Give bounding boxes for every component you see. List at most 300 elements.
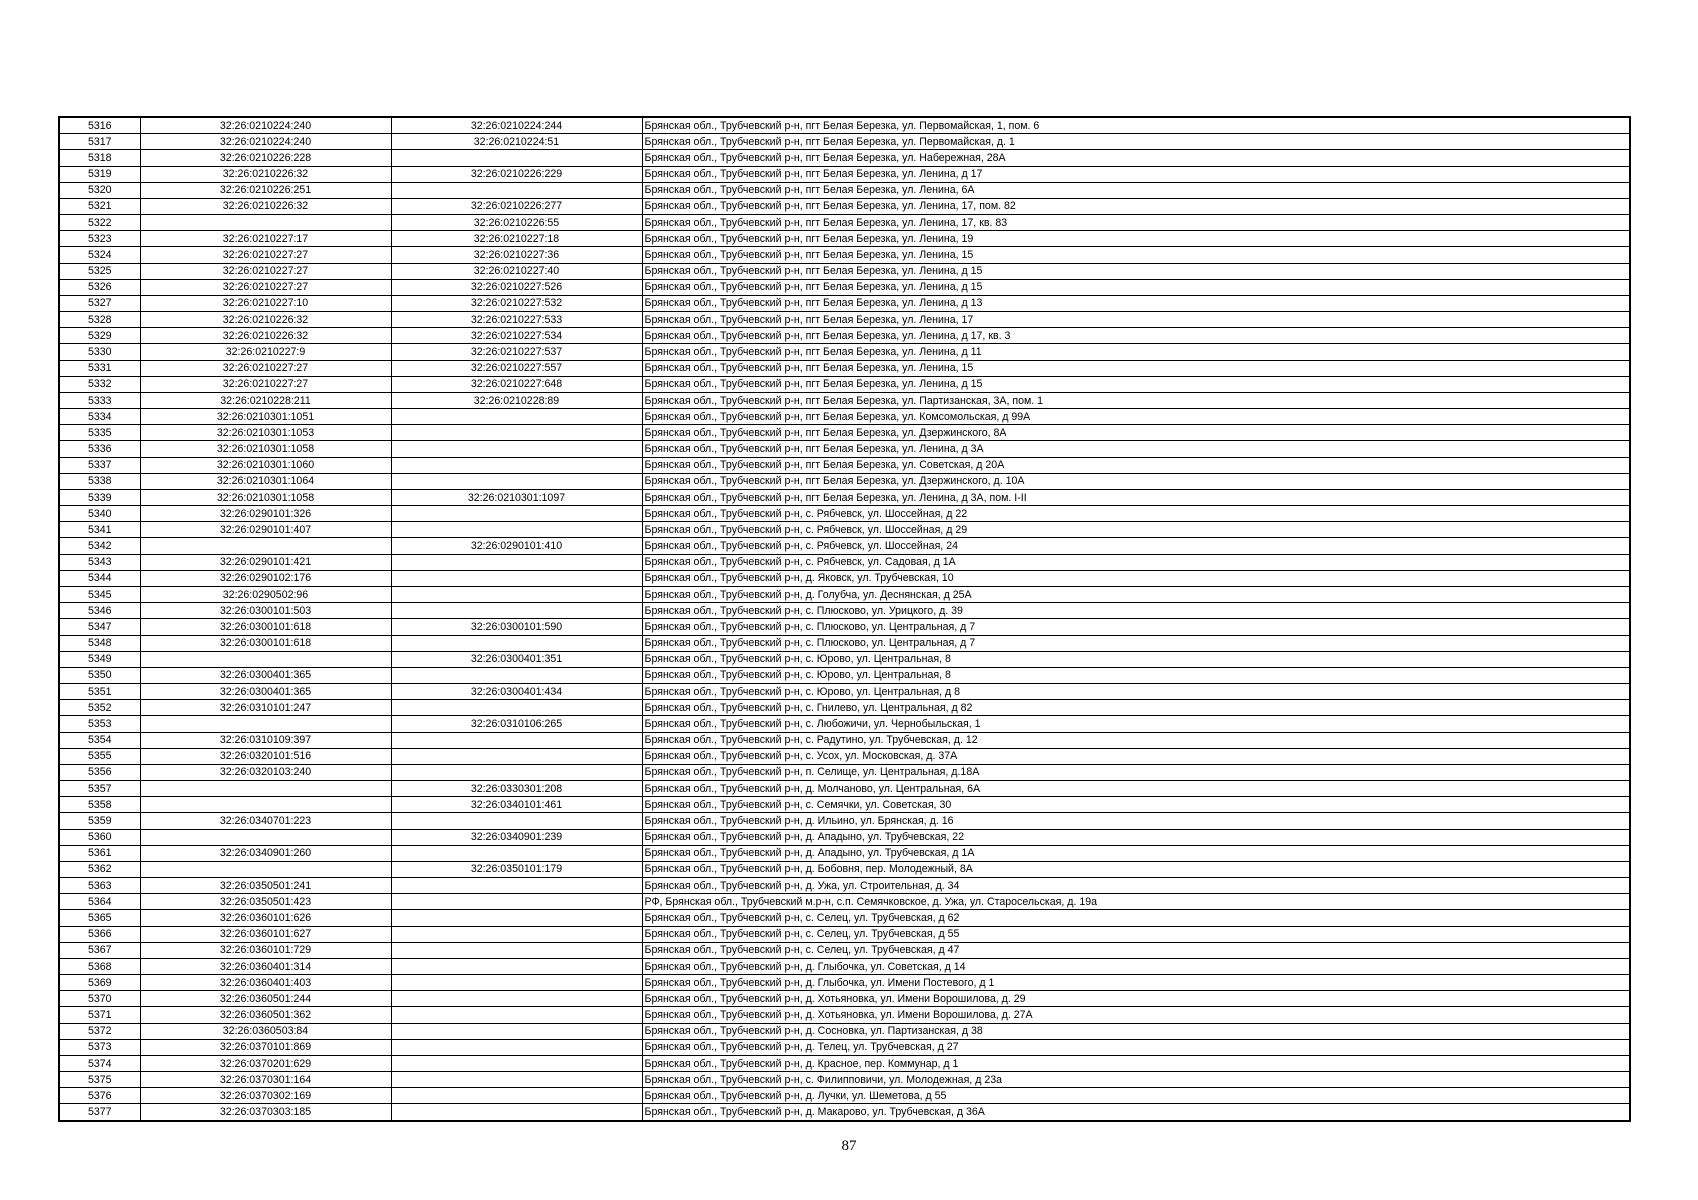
table-row (59, 878, 1630, 894)
row-number-cell: 5320 (59, 182, 140, 198)
related-cadastral-number-cell (391, 700, 642, 716)
address-cell: Брянская обл., Трубчевский р-н, д. Сосновка, ул. Партизанская, д 38 (642, 1023, 1630, 1039)
address-cell: Брянская обл., Трубчевский р-н, с. Гнилево, ул. Центральная, д 82 (642, 700, 1630, 716)
table-row (59, 1072, 1630, 1088)
related-cadastral-number-cell (391, 1088, 642, 1104)
cadastral-number-cell: 32:26:0350501:423 (140, 894, 391, 910)
cadastral-number-cell: 32:26:0210228:211 (140, 392, 391, 408)
row-number-cell: 5355 (59, 748, 140, 764)
address-cell: Брянская обл., Трубчевский р-н, пгт Белая Березка, ул. Ленина, д 15 (642, 279, 1630, 295)
address-cell: Брянская обл., Трубчевский р-н, д. Телец, ул. Трубчевская, д 27 (642, 1039, 1630, 1055)
related-cadastral-number-cell (391, 635, 642, 651)
cadastral-number-cell: 32:26:0300101:618 (140, 635, 391, 651)
table-row (59, 716, 1630, 732)
table-row (59, 958, 1630, 974)
related-cadastral-number-cell (391, 441, 642, 457)
related-cadastral-number-cell: 32:26:0310106:265 (391, 716, 642, 732)
related-cadastral-number-cell: 32:26:0330301:208 (391, 781, 642, 797)
row-number-cell: 5376 (59, 1088, 140, 1104)
address-cell: Брянская обл., Трубчевский р-н, д. Ужа, ул. Строительная, д. 34 (642, 878, 1630, 894)
row-number-cell: 5350 (59, 667, 140, 683)
row-number-cell: 5364 (59, 894, 140, 910)
address-cell: Брянская обл., Трубчевский р-н, пгт Белая Березка, ул. Партизанская, 3А, пом. 1 (642, 392, 1630, 408)
cadastral-number-cell: 32:26:0300401:365 (140, 667, 391, 683)
table-row (59, 684, 1630, 700)
cadastral-number-cell: 32:26:0350501:241 (140, 878, 391, 894)
table-row (59, 781, 1630, 797)
related-cadastral-number-cell: 32:26:0210227:526 (391, 279, 642, 295)
registry-table-body (59, 117, 1630, 1121)
related-cadastral-number-cell: 32:26:0210227:648 (391, 376, 642, 392)
related-cadastral-number-cell (391, 1023, 642, 1039)
related-cadastral-number-cell: 32:26:0210226:277 (391, 198, 642, 214)
related-cadastral-number-cell: 32:26:0210227:532 (391, 295, 642, 311)
address-cell: Брянская обл., Трубчевский р-н, д. Глыбочка, ул. Советская, д 14 (642, 958, 1630, 974)
cadastral-number-cell: 32:26:0320101:516 (140, 748, 391, 764)
address-cell: Брянская обл., Трубчевский р-н, пгт Белая Березка, ул. Ленина, 19 (642, 231, 1630, 247)
related-cadastral-number-cell (391, 1039, 642, 1055)
related-cadastral-number-cell: 32:26:0340101:461 (391, 797, 642, 813)
cadastral-number-cell: 32:26:0210301:1058 (140, 489, 391, 505)
cadastral-number-cell: 32:26:0360401:403 (140, 975, 391, 991)
row-number-cell: 5372 (59, 1023, 140, 1039)
address-cell: Брянская обл., Трубчевский р-н, пгт Белая Березка, ул. Набережная, 28А (642, 150, 1630, 166)
address-cell: Брянская обл., Трубчевский р-н, д. Глыбочка, ул. Имени Постевого, д 1 (642, 975, 1630, 991)
related-cadastral-number-cell (391, 506, 642, 522)
table-row (59, 603, 1630, 619)
address-cell: Брянская обл., Трубчевский р-н, д. Ападыно, ул. Трубчевская, д 1А (642, 845, 1630, 861)
related-cadastral-number-cell: 32:26:0210227:537 (391, 344, 642, 360)
table-row (59, 700, 1630, 716)
address-cell: Брянская обл., Трубчевский р-н, д. Молчаново, ул. Центральная, 6А (642, 781, 1630, 797)
address-cell: Брянская обл., Трубчевский р-н, пгт Белая Березка, ул. Ленина, 17, кв. 83 (642, 215, 1630, 231)
address-cell: Брянская обл., Трубчевский р-н, с. Плюсково, ул. Центральная, д 7 (642, 635, 1630, 651)
address-cell: Брянская обл., Трубчевский р-н, д. Хотьяновка, ул. Имени Ворошилова, д. 27А (642, 1007, 1630, 1023)
related-cadastral-number-cell (391, 878, 642, 894)
cadastral-number-cell: 32:26:0210301:1064 (140, 473, 391, 489)
cadastral-number-cell: 32:26:0210226:228 (140, 150, 391, 166)
row-number-cell: 5356 (59, 764, 140, 780)
table-row (59, 1007, 1630, 1023)
table-row (59, 328, 1630, 344)
address-cell: Брянская обл., Трубчевский р-н, пгт Белая Березка, ул. Ленина, д 11 (642, 344, 1630, 360)
table-row (59, 134, 1630, 150)
cadastral-number-cell: 32:26:0360101:729 (140, 942, 391, 958)
row-number-cell: 5366 (59, 926, 140, 942)
row-number-cell: 5362 (59, 861, 140, 877)
related-cadastral-number-cell (391, 570, 642, 586)
address-cell: Брянская обл., Трубчевский р-н, с. Филипповичи, ул. Молодежная, д 23а (642, 1072, 1630, 1088)
row-number-cell: 5330 (59, 344, 140, 360)
cadastral-number-cell: 32:26:0370301:164 (140, 1072, 391, 1088)
cadastral-number-cell: 32:26:0210227:27 (140, 279, 391, 295)
address-cell: Брянская обл., Трубчевский р-н, с. Плюсково, ул. Центральная, д 7 (642, 619, 1630, 635)
row-number-cell: 5354 (59, 732, 140, 748)
cadastral-number-cell: 32:26:0210301:1060 (140, 457, 391, 473)
cadastral-number-cell: 32:26:0370302:169 (140, 1088, 391, 1104)
row-number-cell: 5333 (59, 392, 140, 408)
table-row (59, 635, 1630, 651)
related-cadastral-number-cell (391, 845, 642, 861)
address-cell: Брянская обл., Трубчевский р-н, пгт Белая Березка, ул. Ленина, 6А (642, 182, 1630, 198)
address-cell: Брянская обл., Трубчевский р-н, д. Ападыно, ул. Трубчевская, 22 (642, 829, 1630, 845)
row-number-cell: 5341 (59, 522, 140, 538)
table-row (59, 667, 1630, 683)
related-cadastral-number-cell (391, 586, 642, 602)
cadastral-number-cell: 32:26:0370101:869 (140, 1039, 391, 1055)
table-row (59, 247, 1630, 263)
table-row (59, 748, 1630, 764)
related-cadastral-number-cell (391, 182, 642, 198)
cadastral-number-cell: 32:26:0340701:223 (140, 813, 391, 829)
table-row (59, 651, 1630, 667)
row-number-cell: 5342 (59, 538, 140, 554)
related-cadastral-number-cell: 32:26:0300101:590 (391, 619, 642, 635)
related-cadastral-number-cell: 32:26:0210301:1097 (391, 489, 642, 505)
related-cadastral-number-cell (391, 732, 642, 748)
table-row (59, 376, 1630, 392)
row-number-cell: 5331 (59, 360, 140, 376)
related-cadastral-number-cell (391, 764, 642, 780)
address-cell: Брянская обл., Трубчевский р-н, с. Рябчевск, ул. Шоссейная, д 29 (642, 522, 1630, 538)
address-cell: Брянская обл., Трубчевский р-н, с. Рябчевск, ул. Садовая, д 1А (642, 554, 1630, 570)
cadastral-number-cell: 32:26:0300101:503 (140, 603, 391, 619)
related-cadastral-number-cell: 32:26:0290101:410 (391, 538, 642, 554)
cadastral-number-cell: 32:26:0290101:407 (140, 522, 391, 538)
address-cell: Брянская обл., Трубчевский р-н, с. Селец, ул. Трубчевская, д 62 (642, 910, 1630, 926)
related-cadastral-number-cell: 32:26:0300401:351 (391, 651, 642, 667)
address-cell: Брянская обл., Трубчевский р-н, д. Голубча, ул. Деснянская, д 25А (642, 586, 1630, 602)
address-cell: Брянская обл., Трубчевский р-н, пгт Белая Березка, ул. Советская, д 20А (642, 457, 1630, 473)
cadastral-number-cell: 32:26:0210301:1053 (140, 425, 391, 441)
row-number-cell: 5316 (59, 117, 140, 134)
address-cell: Брянская обл., Трубчевский р-н, пгт Белая Березка, ул. Ленина, 17 (642, 312, 1630, 328)
cadastral-number-cell (140, 829, 391, 845)
table-row (59, 926, 1630, 942)
table-row (59, 732, 1630, 748)
cadastral-number-cell: 32:26:0210227:10 (140, 295, 391, 311)
address-cell: Брянская обл., Трубчевский р-н, пгт Белая Березка, ул. Первомайская, 1, пом. 6 (642, 117, 1630, 134)
related-cadastral-number-cell: 32:26:0210226:229 (391, 166, 642, 182)
row-number-cell: 5337 (59, 457, 140, 473)
table-row (59, 813, 1630, 829)
address-cell: Брянская обл., Трубчевский р-н, пгт Белая Березка, ул. Ленина, д 13 (642, 295, 1630, 311)
related-cadastral-number-cell (391, 1007, 642, 1023)
related-cadastral-number-cell (391, 813, 642, 829)
related-cadastral-number-cell (391, 926, 642, 942)
row-number-cell: 5367 (59, 942, 140, 958)
cadastral-number-cell: 32:26:0210227:9 (140, 344, 391, 360)
related-cadastral-number-cell: 32:26:0210227:557 (391, 360, 642, 376)
table-row (59, 263, 1630, 279)
cadastral-number-cell: 32:26:0210226:32 (140, 312, 391, 328)
table-row (59, 166, 1630, 182)
row-number-cell: 5321 (59, 198, 140, 214)
address-cell: Брянская обл., Трубчевский р-н, пгт Белая Березка, ул. Ленина, д 15 (642, 376, 1630, 392)
table-row (59, 991, 1630, 1007)
cadastral-number-cell (140, 651, 391, 667)
related-cadastral-number-cell (391, 603, 642, 619)
table-row (59, 554, 1630, 570)
address-cell: Брянская обл., Трубчевский р-н, с. Юрово, ул. Центральная, д 8 (642, 684, 1630, 700)
related-cadastral-number-cell (391, 1104, 642, 1121)
row-number-cell: 5322 (59, 215, 140, 231)
row-number-cell: 5339 (59, 489, 140, 505)
address-cell: Брянская обл., Трубчевский р-н, с. Рябчевск, ул. Шоссейная, 24 (642, 538, 1630, 554)
cadastral-number-cell: 32:26:0360401:314 (140, 958, 391, 974)
cadastral-number-cell: 32:26:0370201:629 (140, 1055, 391, 1071)
row-number-cell: 5323 (59, 231, 140, 247)
cadastral-number-cell: 32:26:0210227:27 (140, 360, 391, 376)
table-row (59, 506, 1630, 522)
table-row (59, 764, 1630, 780)
cadastral-number-cell: 32:26:0210226:251 (140, 182, 391, 198)
related-cadastral-number-cell (391, 910, 642, 926)
table-row (59, 861, 1630, 877)
table-row (59, 117, 1630, 134)
related-cadastral-number-cell: 32:26:0210224:244 (391, 117, 642, 134)
cadastral-number-cell (140, 716, 391, 732)
related-cadastral-number-cell (391, 1055, 642, 1071)
row-number-cell: 5360 (59, 829, 140, 845)
row-number-cell: 5357 (59, 781, 140, 797)
table-row (59, 1104, 1630, 1121)
address-cell: Брянская обл., Трубчевский р-н, пгт Белая Березка, ул. Ленина, 15 (642, 247, 1630, 263)
row-number-cell: 5371 (59, 1007, 140, 1023)
row-number-cell: 5347 (59, 619, 140, 635)
row-number-cell: 5377 (59, 1104, 140, 1121)
cadastral-number-cell: 32:26:0210224:240 (140, 117, 391, 134)
related-cadastral-number-cell (391, 425, 642, 441)
table-row (59, 231, 1630, 247)
cadastral-number-cell: 32:26:0210227:27 (140, 376, 391, 392)
page-number: 87 (841, 1138, 857, 1154)
related-cadastral-number-cell (391, 894, 642, 910)
table-row (59, 198, 1630, 214)
related-cadastral-number-cell (391, 975, 642, 991)
cadastral-number-cell (140, 861, 391, 877)
address-cell: Брянская обл., Трубчевский р-н, пгт Белая Березка, ул. Дзержинского, 8А (642, 425, 1630, 441)
related-cadastral-number-cell (391, 457, 642, 473)
address-cell: Брянская обл., Трубчевский р-н, с. Усох, ул. Московская, д. 37А (642, 748, 1630, 764)
related-cadastral-number-cell: 32:26:0210228:89 (391, 392, 642, 408)
table-row (59, 279, 1630, 295)
related-cadastral-number-cell (391, 942, 642, 958)
cadastral-number-cell: 32:26:0210227:27 (140, 263, 391, 279)
table-row (59, 425, 1630, 441)
table-row (59, 586, 1630, 602)
related-cadastral-number-cell: 32:26:0210226:55 (391, 215, 642, 231)
table-row (59, 797, 1630, 813)
row-number-cell: 5374 (59, 1055, 140, 1071)
row-number-cell: 5351 (59, 684, 140, 700)
related-cadastral-number-cell (391, 150, 642, 166)
address-cell: Брянская обл., Трубчевский р-н, пгт Белая Березка, ул. Ленина, 17, пом. 82 (642, 198, 1630, 214)
cadastral-number-cell: 32:26:0360501:362 (140, 1007, 391, 1023)
row-number-cell: 5335 (59, 425, 140, 441)
address-cell: Брянская обл., Трубчевский р-н, с. Любожичи, ул. Чернобыльская, 1 (642, 716, 1630, 732)
cadastral-number-cell: 32:26:0210224:240 (140, 134, 391, 150)
address-cell: Брянская обл., Трубчевский р-н, пгт Белая Березка, ул. Ленина, д 15 (642, 263, 1630, 279)
cadastral-number-cell: 32:26:0210227:27 (140, 247, 391, 263)
row-number-cell: 5338 (59, 473, 140, 489)
related-cadastral-number-cell (391, 667, 642, 683)
row-number-cell: 5326 (59, 279, 140, 295)
cadastral-number-cell (140, 215, 391, 231)
row-number-cell: 5346 (59, 603, 140, 619)
address-cell: Брянская обл., Трубчевский р-н, п. Селище, ул. Центральная, д.18А (642, 764, 1630, 780)
row-number-cell: 5373 (59, 1039, 140, 1055)
address-cell: Брянская обл., Трубчевский р-н, д. Хотьяновка, ул. Имени Ворошилова, д. 29 (642, 991, 1630, 1007)
related-cadastral-number-cell: 32:26:0350101:179 (391, 861, 642, 877)
row-number-cell: 5368 (59, 958, 140, 974)
row-number-cell: 5369 (59, 975, 140, 991)
row-number-cell: 5318 (59, 150, 140, 166)
row-number-cell: 5370 (59, 991, 140, 1007)
related-cadastral-number-cell (391, 991, 642, 1007)
address-cell: Брянская обл., Трубчевский р-н, д. Ильино, ул. Брянская, д. 16 (642, 813, 1630, 829)
table-row (59, 1023, 1630, 1039)
cadastral-number-cell: 32:26:0360501:244 (140, 991, 391, 1007)
row-number-cell: 5340 (59, 506, 140, 522)
related-cadastral-number-cell: 32:26:0300401:434 (391, 684, 642, 700)
related-cadastral-number-cell (391, 1072, 642, 1088)
table-row (59, 522, 1630, 538)
related-cadastral-number-cell: 32:26:0340901:239 (391, 829, 642, 845)
table-row (59, 1088, 1630, 1104)
address-cell: Брянская обл., Трубчевский р-н, с. Селец, ул. Трубчевская, д 47 (642, 942, 1630, 958)
address-cell: Брянская обл., Трубчевский р-н, пгт Белая Березка, ул. Ленина, д 3А (642, 441, 1630, 457)
cadastral-number-cell (140, 538, 391, 554)
address-cell: Брянская обл., Трубчевский р-н, д. Бобовня, пер. Молодежный, 8А (642, 861, 1630, 877)
row-number-cell: 5332 (59, 376, 140, 392)
row-number-cell: 5348 (59, 635, 140, 651)
row-number-cell: 5365 (59, 910, 140, 926)
address-cell: Брянская обл., Трубчевский р-н, пгт Белая Березка, ул. Ленина, д 3А, пом. I-II (642, 489, 1630, 505)
address-cell: Брянская обл., Трубчевский р-н, с. Плюсково, ул. Урицкого, д. 39 (642, 603, 1630, 619)
address-cell: Брянская обл., Трубчевский р-н, пгт Белая Березка, ул. Ленина, д 17, кв. 3 (642, 328, 1630, 344)
cadastral-number-cell: 32:26:0210226:32 (140, 328, 391, 344)
cadastral-number-cell: 32:26:0320103:240 (140, 764, 391, 780)
related-cadastral-number-cell: 32:26:0210227:533 (391, 312, 642, 328)
row-number-cell: 5334 (59, 409, 140, 425)
table-row (59, 942, 1630, 958)
address-cell: Брянская обл., Трубчевский р-н, д. Лучки, ул. Шеметова, д 55 (642, 1088, 1630, 1104)
cadastral-number-cell: 32:26:0210301:1051 (140, 409, 391, 425)
row-number-cell: 5363 (59, 878, 140, 894)
related-cadastral-number-cell (391, 522, 642, 538)
table-row (59, 182, 1630, 198)
table-row (59, 910, 1630, 926)
address-cell: Брянская обл., Трубчевский р-н, д. Макарово, ул. Трубчевская, д 36А (642, 1104, 1630, 1121)
row-number-cell: 5327 (59, 295, 140, 311)
cadastral-number-cell: 32:26:0360101:626 (140, 910, 391, 926)
table-row (59, 489, 1630, 505)
cadastral-number-cell: 32:26:0210301:1058 (140, 441, 391, 457)
related-cadastral-number-cell: 32:26:0210227:534 (391, 328, 642, 344)
address-cell: Брянская обл., Трубчевский р-н, с. Селец, ул. Трубчевская, д 55 (642, 926, 1630, 942)
cadastral-number-cell: 32:26:0210227:17 (140, 231, 391, 247)
address-cell: Брянская обл., Трубчевский р-н, пгт Белая Березка, ул. Ленина, 15 (642, 360, 1630, 376)
related-cadastral-number-cell: 32:26:0210224:51 (391, 134, 642, 150)
cadastral-number-cell (140, 797, 391, 813)
row-number-cell: 5359 (59, 813, 140, 829)
cadastral-number-cell (140, 781, 391, 797)
table-row (59, 344, 1630, 360)
address-cell: Брянская обл., Трубчевский р-н, пгт Белая Березка, ул. Комсомольская, д 99А (642, 409, 1630, 425)
cadastral-number-cell: 32:26:0210226:32 (140, 166, 391, 182)
address-cell: Брянская обл., Трубчевский р-н, с. Семячки, ул. Советская, 30 (642, 797, 1630, 813)
related-cadastral-number-cell: 32:26:0210227:36 (391, 247, 642, 263)
table-row (59, 538, 1630, 554)
cadastral-number-cell: 32:26:0300101:618 (140, 619, 391, 635)
cadastral-number-cell: 32:26:0290101:421 (140, 554, 391, 570)
row-number-cell: 5358 (59, 797, 140, 813)
address-cell: Брянская обл., Трубчевский р-н, д. Яковск, ул. Трубчевская, 10 (642, 570, 1630, 586)
row-number-cell: 5329 (59, 328, 140, 344)
address-cell: Брянская обл., Трубчевский р-н, пгт Белая Березка, ул. Дзержинского, д. 10А (642, 473, 1630, 489)
table-row (59, 295, 1630, 311)
table-row (59, 441, 1630, 457)
row-number-cell: 5353 (59, 716, 140, 732)
related-cadastral-number-cell (391, 409, 642, 425)
row-number-cell: 5361 (59, 845, 140, 861)
row-number-cell: 5324 (59, 247, 140, 263)
row-number-cell: 5349 (59, 651, 140, 667)
related-cadastral-number-cell (391, 473, 642, 489)
related-cadastral-number-cell (391, 958, 642, 974)
cadastral-number-cell: 32:26:0310101:247 (140, 700, 391, 716)
cadastral-number-cell: 32:26:0310109:397 (140, 732, 391, 748)
registry-table (58, 116, 1631, 1122)
related-cadastral-number-cell (391, 554, 642, 570)
table-row (59, 215, 1630, 231)
table-row (59, 360, 1630, 376)
table-row (59, 312, 1630, 328)
table-row (59, 409, 1630, 425)
table-row (59, 1039, 1630, 1055)
related-cadastral-number-cell: 32:26:0210227:40 (391, 263, 642, 279)
table-row (59, 150, 1630, 166)
table-row (59, 829, 1630, 845)
related-cadastral-number-cell (391, 748, 642, 764)
table-row (59, 457, 1630, 473)
address-cell: Брянская обл., Трубчевский р-н, с. Юрово, ул. Центральная, 8 (642, 651, 1630, 667)
cadastral-number-cell: 32:26:0360101:627 (140, 926, 391, 942)
cadastral-number-cell: 32:26:0210226:32 (140, 198, 391, 214)
address-cell: Брянская обл., Трубчевский р-н, пгт Белая Березка, ул. Первомайская, д. 1 (642, 134, 1630, 150)
address-cell: Брянская обл., Трубчевский р-н, пгт Белая Березка, ул. Ленина, д 17 (642, 166, 1630, 182)
row-number-cell: 5344 (59, 570, 140, 586)
table-row (59, 570, 1630, 586)
table-row (59, 473, 1630, 489)
cadastral-number-cell: 32:26:0290502:96 (140, 586, 391, 602)
table-row (59, 392, 1630, 408)
cadastral-number-cell: 32:26:0290102:176 (140, 570, 391, 586)
address-cell: РФ, Брянская обл., Трубчевский м.р-н, с.п. Семячковское, д. Ужа, ул. Старосельская, д. 19а (642, 894, 1630, 910)
cadastral-number-cell: 32:26:0290101:326 (140, 506, 391, 522)
table-row (59, 975, 1630, 991)
table-row (59, 845, 1630, 861)
row-number-cell: 5352 (59, 700, 140, 716)
row-number-cell: 5345 (59, 586, 140, 602)
row-number-cell: 5336 (59, 441, 140, 457)
cadastral-number-cell: 32:26:0340901:260 (140, 845, 391, 861)
cadastral-number-cell: 32:26:0300401:365 (140, 684, 391, 700)
row-number-cell: 5319 (59, 166, 140, 182)
address-cell: Брянская обл., Трубчевский р-н, с. Радутино, ул. Трубчевская, д. 12 (642, 732, 1630, 748)
address-cell: Брянская обл., Трубчевский р-н, д. Красное, пер. Коммунар, д 1 (642, 1055, 1630, 1071)
